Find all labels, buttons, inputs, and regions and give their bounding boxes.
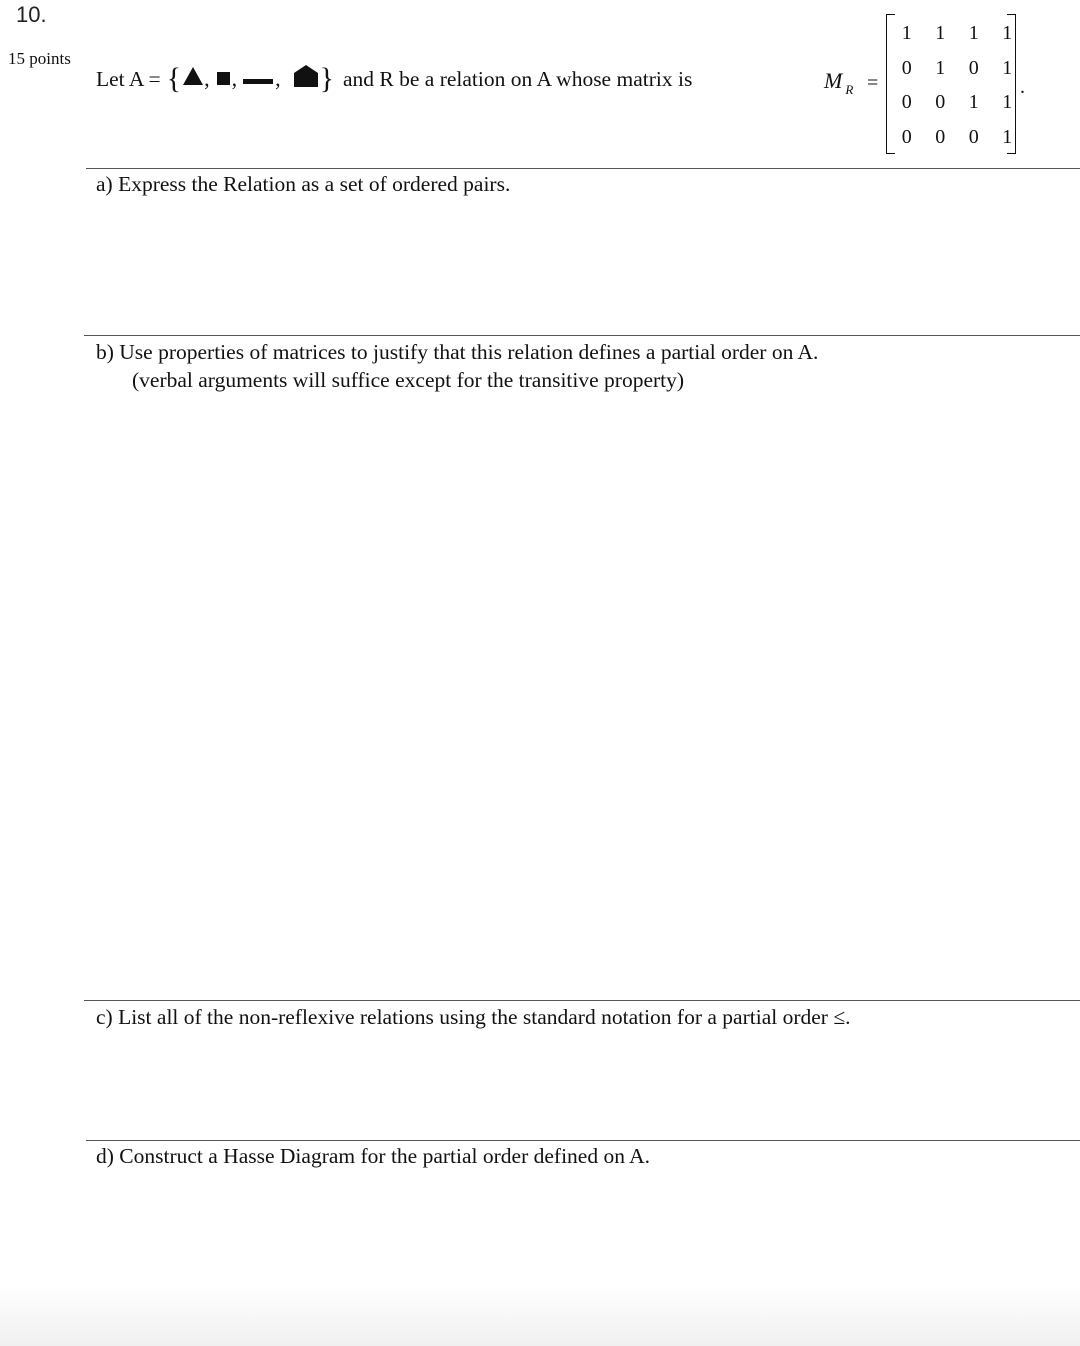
matrix-label	[824, 68, 854, 97]
part-b-prompt	[96, 338, 818, 394]
matrix-cell: 0	[935, 125, 946, 148]
intro-prefix: Let A =	[96, 66, 161, 91]
matrix-cell: 1	[1002, 56, 1013, 79]
divider	[86, 168, 1080, 169]
matrix-cell: 0	[901, 56, 912, 79]
intro-suffix: and R be a relation on A whose matrix is	[343, 66, 693, 91]
matrix-cell: 1	[1002, 22, 1013, 44]
divider	[84, 335, 1080, 336]
set-comma: ,	[204, 66, 210, 91]
matrix-cell: 0	[901, 125, 912, 148]
matrix-cell: 1	[901, 22, 912, 44]
set-open-brace: {	[166, 62, 182, 95]
matrix-cell: 1	[935, 56, 946, 79]
set-close-brace: }	[319, 62, 334, 95]
question-number: 10.	[16, 2, 47, 27]
matrix-period: .	[1020, 76, 1025, 98]
dash-icon	[243, 67, 275, 92]
part-c-prompt: c) List all of the non-reflexive relations using the standard notation for a partial order ≤.	[96, 1005, 851, 1029]
matrix-label-m: M	[824, 68, 843, 93]
divider	[84, 1000, 1080, 1001]
matrix-cell: 1	[968, 22, 979, 44]
matrix-cell: 0	[935, 91, 946, 113]
pentagon-icon	[293, 64, 319, 94]
square-icon	[216, 67, 232, 92]
triangle-icon	[182, 66, 204, 92]
part-d-prompt: d) Construct a Hasse Diagram for the partial order defined on A.	[96, 1144, 651, 1168]
matrix-cell: 1	[968, 91, 979, 113]
page-bottom-shade	[0, 1286, 1080, 1346]
relation-matrix	[886, 14, 1016, 154]
set-comma: ,	[231, 66, 238, 91]
matrix-cell: 1	[1002, 125, 1013, 148]
part-a-prompt: a) Express the Relation as a set of ordered pairs.	[96, 172, 511, 196]
set-comma: ,	[275, 66, 281, 91]
matrix-cell: 0	[901, 91, 912, 113]
divider	[86, 1140, 1080, 1141]
points-label: 15 points	[8, 49, 71, 68]
part-b-line1: b) Use properties of matrices to justify that this relation defines a partial order on A.	[96, 340, 819, 364]
matrix-cell: 1	[935, 22, 946, 44]
matrix-cell: 0	[968, 56, 979, 79]
part-b-line2: (verbal arguments will suffice except for the transitive property)	[132, 368, 685, 392]
matrix-cell: 1	[1002, 91, 1013, 113]
matrix-grid	[890, 16, 1024, 154]
matrix-equals: =	[867, 72, 879, 94]
question-intro	[96, 64, 692, 94]
matrix-cell: 0	[968, 125, 979, 148]
matrix-subscript: R	[845, 82, 854, 97]
